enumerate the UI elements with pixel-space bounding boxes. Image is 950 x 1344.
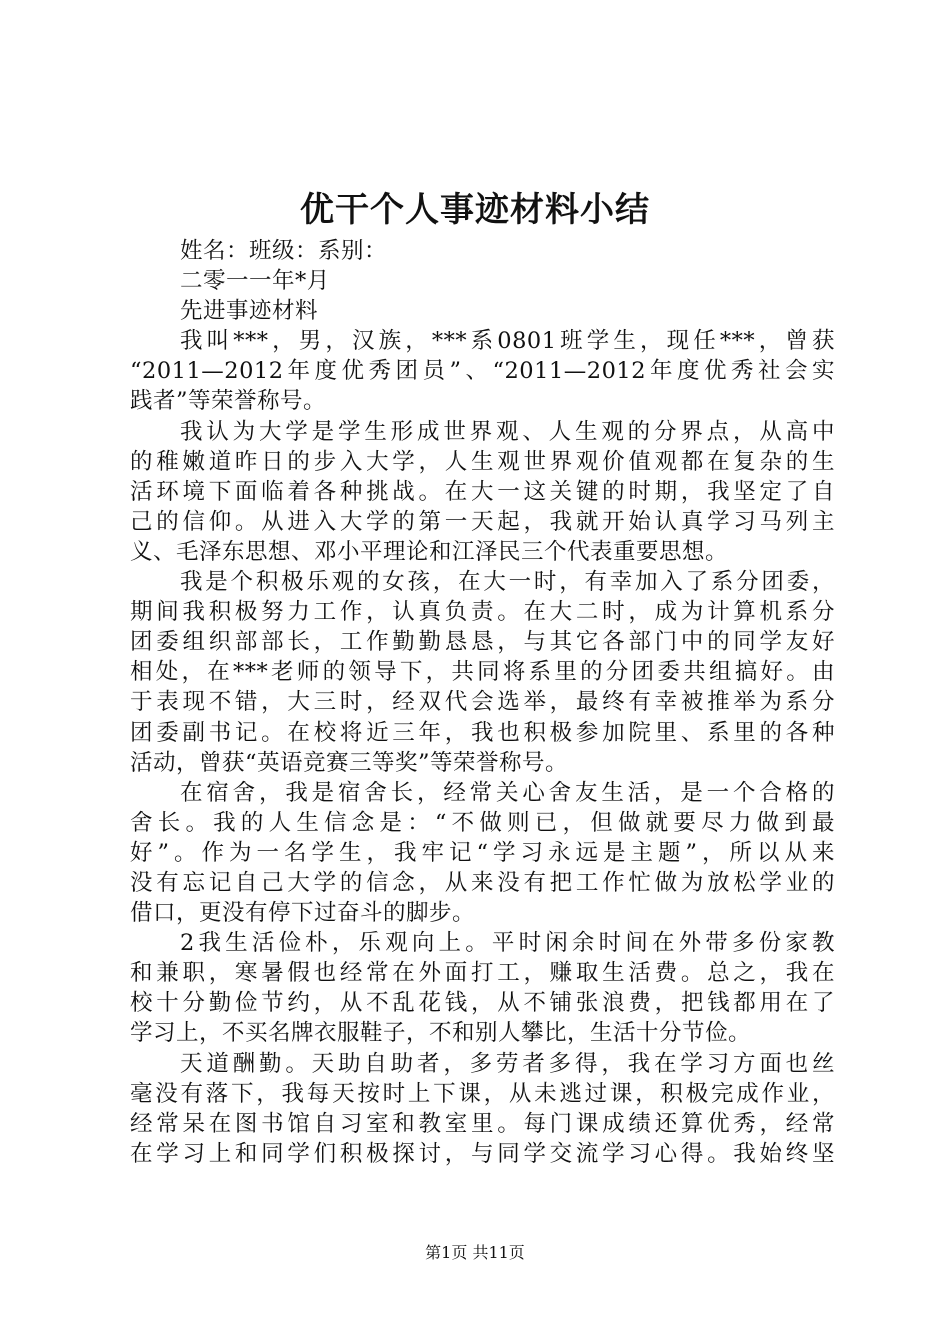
text-line: 校十分勤俭节约，从不乱花钱，从不铺张浪费，把钱都用在了 <box>130 990 835 1017</box>
text-line: 舍长。我的人生信念是：“不做则已，但做就要尽力做到最 <box>130 809 835 836</box>
text-line: 团委组织部部长，工作勤勤恳恳，与其它各部门中的同学友好 <box>130 629 835 656</box>
text-line: 在宿舍，我是宿舍长，经常关心舍友生活，是一个合格的 <box>180 779 835 806</box>
text-line: 经常呆在图书馆自习室和教室里。每门课成绩还算优秀，经常 <box>130 1110 835 1137</box>
text-line: 好”。作为一名学生，我牢记“学习永远是主题”，所以从来 <box>130 839 835 866</box>
text-line: “2011—2012年度优秀团员”、“2011—2012年度优秀社会实 <box>130 358 835 385</box>
text-line: 义、毛泽东思想、邓小平理论和江泽民三个代表重要思想。 <box>130 538 729 565</box>
text-line: 先进事迹材料 <box>180 298 319 325</box>
text-line: 姓名：班级：系别： <box>180 238 388 264</box>
text-line: 二零一一年*月 <box>180 268 330 295</box>
text-line: 我认为大学是学生形成世界观、人生观的分界点，从高中 <box>180 418 835 445</box>
text-line: 没有忘记自己大学的信念，从来没有把工作忙做为放松学业的 <box>130 869 835 896</box>
text-line: 在学习上和同学们积极探讨，与同学交流学习心得。我始终坚 <box>130 1140 835 1167</box>
page-footer: 第1页 共11页 <box>425 1243 525 1262</box>
text-line: 我叫***，男，汉族，***系0801班学生，现任***，曾获 <box>180 328 835 355</box>
text-line: 活动，曾获“英语竞赛三等奖”等荣誉称号。 <box>130 749 569 776</box>
document-title: 优干个人事迹材料小结 <box>300 190 650 230</box>
text-line: 我是个积极乐观的女孩，在大一时，有幸加入了系分团委， <box>180 569 835 596</box>
text-line: 天道酬勤。天助自助者，多劳者多得，我在学习方面也丝 <box>180 1050 835 1077</box>
text-line: 的稚嫩道昨日的步入大学，人生观世界观价值观都在复杂的生 <box>130 448 835 475</box>
text-line: 期间我积极努力工作，认真负责。在大二时，成为计算机系分 <box>130 599 835 626</box>
text-line: 于表现不错，大三时，经双代会选举，最终有幸被推举为系分 <box>130 689 835 716</box>
text-line: 己的信仰。从进入大学的第一天起，我就开始认真学习马列主 <box>130 508 835 535</box>
text-line: 毫没有落下，我每天按时上下课，从未逃过课，积极完成作业， <box>130 1080 835 1107</box>
text-line: 学习上，不买名牌衣服鞋子，不和别人攀比，生活十分节俭。 <box>130 1020 752 1047</box>
text-line: 相处，在***老师的领导下，共同将系里的分团委共组搞好。由 <box>130 659 835 686</box>
text-line: 活环境下面临着各种挑战。在大一这关键的时期，我坚定了自 <box>130 478 835 505</box>
text-line: 2我生活俭朴，乐观向上。平时闲余时间在外带多份家教 <box>180 930 835 957</box>
text-line: 和兼职，寒暑假也经常在外面打工，赚取生活费。总之，我在 <box>130 960 835 987</box>
document-body <box>130 236 835 1169</box>
text-line: 借口，更没有停下过奋斗的脚步。 <box>130 900 476 927</box>
text-line: 团委副书记。在校将近三年，我也积极参加院里、系里的各种 <box>130 719 835 746</box>
text-line: 践者”等荣誉称号。 <box>130 388 327 415</box>
